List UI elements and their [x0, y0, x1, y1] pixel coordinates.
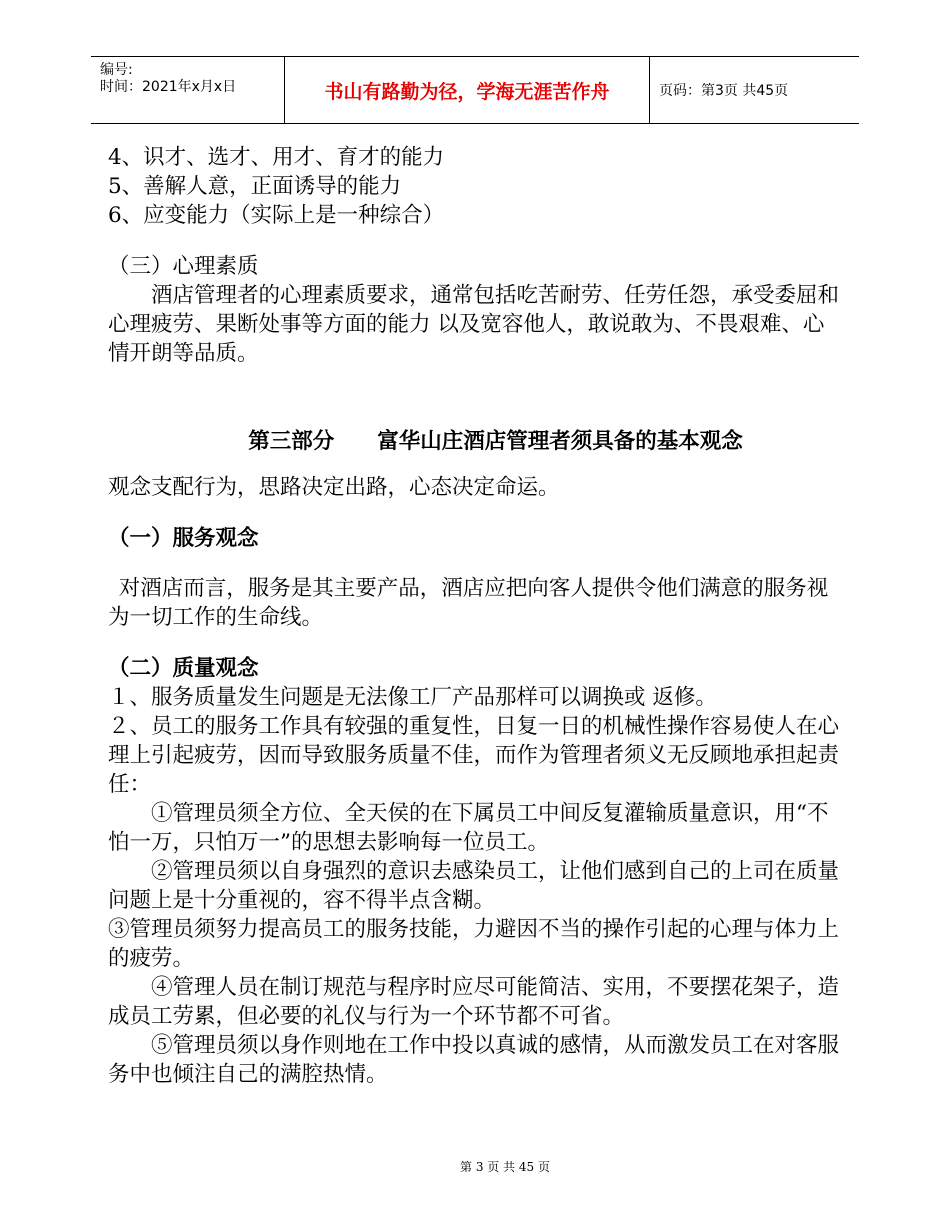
paragraph: １、服务质量发生问题是无法像工厂产品那样可以调换或 返修。: [108, 685, 717, 710]
paragraph: ⑤管理员须以身作则地在工作中投以真诚的感情，从而激发员工在对客服务中也倾注自己的满腔热情。: [108, 1033, 840, 1087]
paragraph: ①管理员须全方位、全天侯的在下属员工中间反复灌输质量意识，用“不怕一万，只怕万一”的思想去影响每一位员工。: [108, 801, 829, 855]
subsection-heading: （二）质量观念: [108, 656, 259, 681]
subsection-heading: （一）服务观念: [108, 526, 259, 551]
paragraph: ２、员工的服务工作具有较强的重复性，日复一日的机械性操作容易使人在心理上引起疲劳，因而导致服务质量不佳，而作为管理者须义无反顾地承担起责任：: [108, 714, 840, 797]
paragraph: 对酒店而言，服务是其主要产品，酒店应把向客人提供令他们满意的服务视为一切工作的生命线。: [108, 576, 829, 630]
list-item: 6、应变能力（实际上是一种综合）: [108, 203, 445, 228]
list-item: 4、识才、选才、用才、育才的能力: [108, 145, 445, 170]
subsection-heading: （三）心理素质: [108, 254, 259, 279]
paragraph: ②管理员须以自身强烈的意识去感染员工，让他们感到自己的上司在质量问题上是十分重视的，容不得半点含糊。: [108, 859, 840, 913]
paragraph: ③管理员须努力提高员工的服务技能，力避因不当的操作引起的心理与体力上的疲劳。: [108, 917, 840, 971]
paragraph: ④管理人员在制订规范与程序时应尽可能简洁、实用，不要摆花架子，造成员工劳累，但必要的礼仪与行为一个环节都不可省。: [108, 975, 840, 1029]
header-time: 时间：2021年x月x日: [100, 79, 237, 95]
page-header: [91, 56, 859, 124]
document-body: [108, 143, 843, 1089]
header-meta: [91, 57, 285, 123]
page-footer: 第 3 页 共 45 页: [460, 1160, 550, 1174]
section-title: 第三部分 富华山庄酒店管理者须具备的基本观念: [248, 429, 743, 454]
header-motto: 书山有路勤为径，学海无涯苦作舟: [285, 57, 650, 123]
header-page-info: 页码：第3页 共45页: [659, 83, 789, 99]
header-number: 编号:: [100, 62, 133, 78]
paragraph: 观念支配行为，思路决定出路，心态决定命运。: [108, 475, 560, 500]
paragraph: 酒店管理者的心理素质要求，通常包括吃苦耐劳、任劳任怨，承受委屈和心理疲劳、果断处事等方面的能力 以及宽容他人，敢说敢为、不畏艰难、心情开朗等品质。: [108, 283, 840, 366]
list-item: 5、善解人意，正面诱导的能力: [108, 174, 402, 199]
